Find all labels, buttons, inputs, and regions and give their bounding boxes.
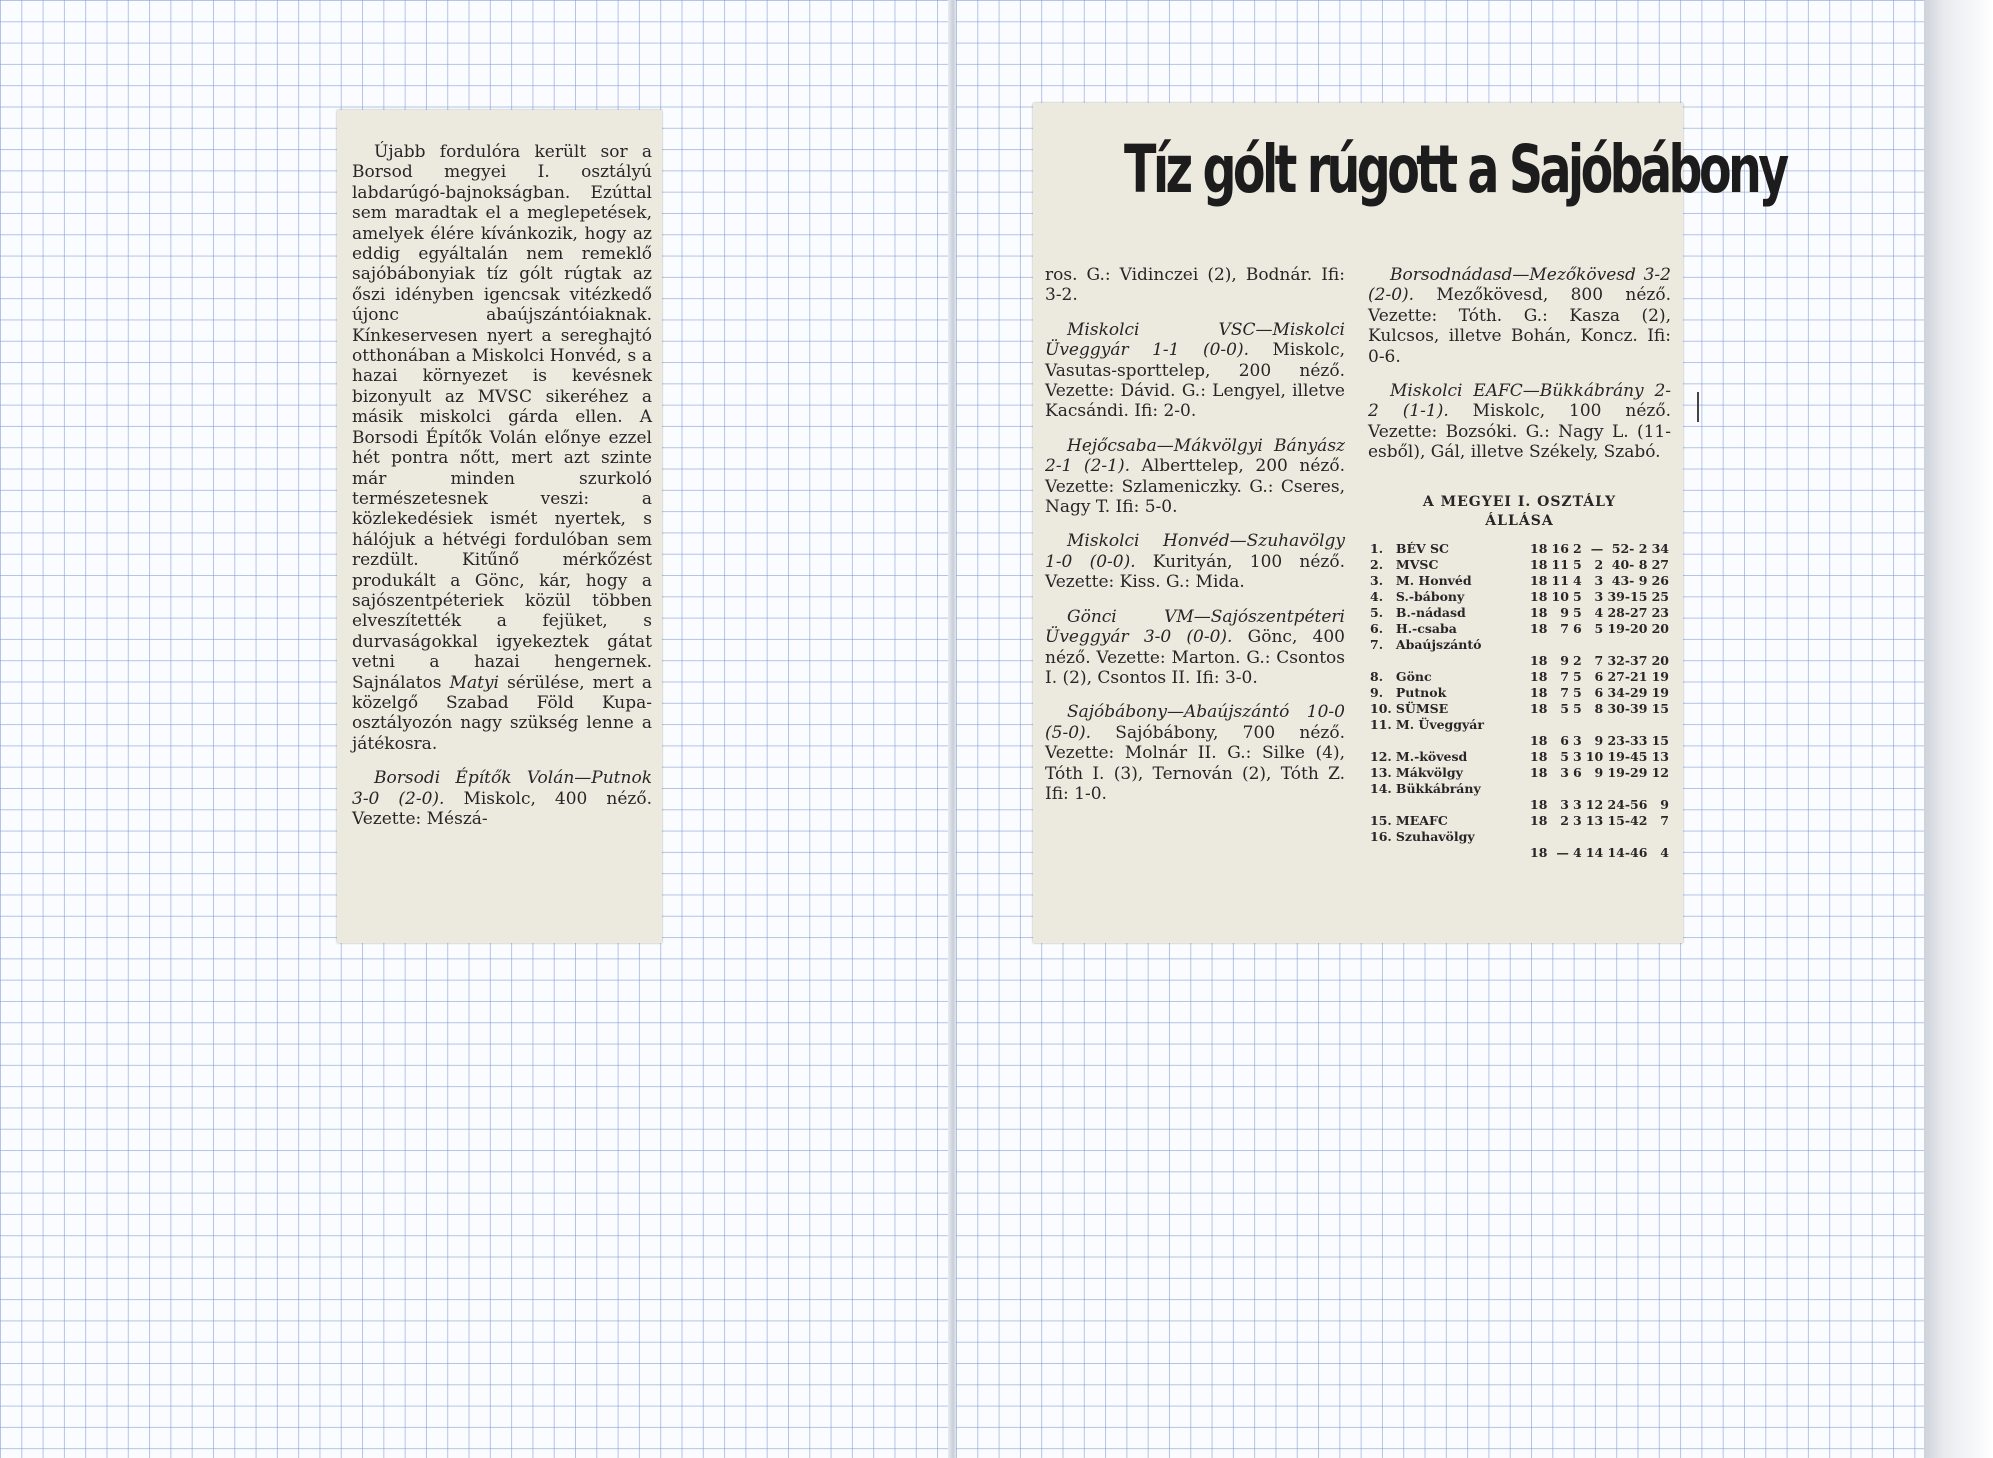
drawn-cell: 2 xyxy=(1572,652,1582,668)
standings-row xyxy=(1368,701,1671,717)
played-cell: 18 xyxy=(1530,540,1548,556)
drawn-cell: 4 xyxy=(1572,844,1582,860)
goals-cell: 30-39 xyxy=(1607,700,1648,716)
pencil-mark xyxy=(1697,392,1699,422)
won-cell: 6 xyxy=(1560,732,1569,748)
won-cell: — xyxy=(1556,844,1569,860)
match-teams: Miskolci VSC—Miskolci Üveggyár 1-1 (0-0). xyxy=(1045,319,1345,361)
match-report xyxy=(1045,436,1345,518)
empty-cell xyxy=(1368,797,1394,813)
played-cell: 18 xyxy=(1530,796,1548,812)
standings-row xyxy=(1368,541,1671,557)
match-details: Miskolc, Vasutas-sporttelep, 200 néző. Vezette: Dávid. G.: Lengyel, illetve Kacsándi. Ifi: 2-0. xyxy=(1045,340,1345,422)
points-cell: 20 xyxy=(1651,652,1669,668)
played-cell: 18 xyxy=(1530,732,1548,748)
team-cell: Szuhavölgy xyxy=(1395,828,1475,844)
drawn-cell: 5 xyxy=(1572,588,1582,604)
played-cell: 18 xyxy=(1530,684,1548,700)
drawn-cell: 5 xyxy=(1572,556,1582,572)
team-cell: BÉV SC xyxy=(1395,540,1450,556)
standings-row xyxy=(1368,685,1671,701)
article-column-b xyxy=(1368,265,1671,861)
points-cell: 15 xyxy=(1651,732,1669,748)
goals-cell: 23-33 xyxy=(1607,732,1648,748)
drawn-cell: 6 xyxy=(1572,620,1582,636)
team-cell: SÜMSE xyxy=(1395,700,1449,716)
points-cell: 25 xyxy=(1651,588,1669,604)
match-details: Alberttelep, 200 néző. Vezette: Szlameniczky. G.: Cseres, Nagy T. Ifi: 5-0. xyxy=(1045,456,1345,518)
goals-cell: 19-20 xyxy=(1607,620,1648,636)
goals-cell: 19-29 xyxy=(1607,764,1648,780)
points-cell: 4 xyxy=(1660,844,1669,860)
team-cell: H.-csaba xyxy=(1395,620,1457,636)
won-cell: 16 xyxy=(1551,540,1569,556)
goals-cell: 15-42 xyxy=(1607,812,1648,828)
lost-cell: 2 xyxy=(1594,556,1604,572)
rank-cell: 15. xyxy=(1370,812,1392,828)
points-cell: 34 xyxy=(1651,540,1669,556)
article-intro xyxy=(352,142,652,754)
team-cell: B.-nádasd xyxy=(1395,604,1466,620)
lost-cell: 5 xyxy=(1594,620,1604,636)
standings-row-name xyxy=(1368,781,1671,797)
standings-row xyxy=(1368,557,1671,573)
points-cell: 19 xyxy=(1651,684,1669,700)
rank-cell: 5. xyxy=(1370,604,1384,620)
match-report xyxy=(352,768,652,829)
rank-cell: 11. xyxy=(1370,716,1392,732)
team-cell: S.-bábony xyxy=(1395,588,1465,604)
rank-cell: 4. xyxy=(1370,588,1384,604)
team-cell: MEAFC xyxy=(1395,812,1448,828)
lost-cell: 6 xyxy=(1594,684,1604,700)
rank-cell: 2. xyxy=(1370,556,1384,572)
match-details: Kurityán, 100 néző. Vezette: Kiss. G.: Mida. xyxy=(1045,551,1345,593)
standings-row xyxy=(1368,589,1671,605)
played-cell: 18 xyxy=(1530,652,1548,668)
match-details: Mezőkövesd, 800 néző. Vezette: Tóth. G.: Kasza (2), Kulcsos, illetve Bohán, Koncz. Ifi: 0-6. xyxy=(1368,285,1671,367)
empty-cell xyxy=(1368,653,1394,669)
match-teams: Hejőcsaba—Mákvölgyi Bányász 2-1 (2-1). xyxy=(1045,435,1345,477)
played-cell: 18 xyxy=(1530,620,1548,636)
team-cell: Mákvölgy xyxy=(1395,764,1463,780)
standings-row xyxy=(1368,605,1671,621)
won-cell: 11 xyxy=(1551,556,1569,572)
match-report-continued xyxy=(1045,265,1345,306)
standings-row-name xyxy=(1368,637,1671,653)
played-cell: 18 xyxy=(1530,668,1548,684)
goals-cell: 32-37 xyxy=(1607,652,1648,668)
goals-cell: 27-21 xyxy=(1607,668,1648,684)
team-cell: M. Üveggyár xyxy=(1395,716,1484,732)
played-cell: 18 xyxy=(1530,700,1548,716)
won-cell: 11 xyxy=(1551,572,1569,588)
goals-cell: 34-29 xyxy=(1607,684,1648,700)
article-headline: Tíz gólt rúgott a Sajóbábony xyxy=(1124,131,1786,208)
team-cell: M.-kövesd xyxy=(1395,748,1468,764)
team-cell: MVSC xyxy=(1395,556,1439,572)
drawn-cell: 3 xyxy=(1572,748,1582,764)
won-cell: 7 xyxy=(1560,620,1569,636)
match-teams: Miskolci Honvéd—Szuhavölgy 1-0 (0-0). xyxy=(1045,531,1345,572)
drawn-cell: 3 xyxy=(1572,812,1582,828)
standings-row-name xyxy=(1368,829,1671,845)
drawn-cell: 4 xyxy=(1572,572,1582,588)
match-details: Miskolc, 100 néző. Vezette: Bozsóki. G.: Nagy L. (11-esből), Gál, illetve Székely, Szabó. xyxy=(1368,401,1671,463)
rank-cell: 10. xyxy=(1370,700,1392,716)
team-cell: Putnok xyxy=(1395,684,1447,700)
points-cell: 26 xyxy=(1651,572,1669,588)
match-details: Miskolc, 400 néző. Vezette: Mészá- xyxy=(352,788,652,829)
lost-cell: — xyxy=(1590,540,1604,556)
rank-cell: 6. xyxy=(1370,620,1384,636)
rank-cell: 1. xyxy=(1370,540,1384,556)
match-report xyxy=(1045,702,1345,804)
played-cell: 18 xyxy=(1530,844,1548,860)
standings-title-line-2: ÁLLÁSA xyxy=(1485,512,1554,529)
points-cell: 27 xyxy=(1651,556,1669,572)
points-cell: 20 xyxy=(1651,620,1669,636)
goals-cell: 52- 2 xyxy=(1611,540,1648,556)
match-report xyxy=(1368,381,1671,463)
standings-row xyxy=(1368,653,1671,669)
standings-row xyxy=(1368,749,1671,765)
match-details: Gönc, 400 néző. Vezette: Marton. G.: Csontos I. (2), Csontos II. Ifi: 3-0. xyxy=(1045,627,1345,688)
lost-cell: 12 xyxy=(1585,796,1604,812)
won-cell: 5 xyxy=(1560,748,1569,764)
team-cell: Gönc xyxy=(1395,668,1432,684)
standings-row xyxy=(1368,845,1671,861)
played-cell: 18 xyxy=(1530,556,1548,572)
drawn-cell: 3 xyxy=(1572,796,1582,812)
intro-text: Újabb fordulóra került sor a Borsod megyei I. osztályú labdarúgó-bajnokságban. Ezúttal sem maradtak el a meglepetések, amelyek élére kívánkozik, hogy az eddig egyáltalán nem remeklő sajóbábonyiak tíz gólt rúgtak az őszi idényben igencsak vitézkedő újonc abaújszántóiaknak. Kínkeservesen nyert a sereghajtó otthonában a Miskolci Honvéd, s a hazai környezet is kevésnek bizonyult az MVSC sikeréhez a másik miskolci gárda ellen. A Borsodi Építők Volán előnye ezzel hét pontra nőtt, mert azt szinte már minden szurkoló természetesnek veszi: a közlekedésiek ismét nyertek, s hálójuk a hétvégi fordulóban sem rezdült. Kitűnő mérkőzést produkált a Gönc, kár, hogy a sajószentpéteriek közül többen elveszítették a fejüket, s durvaságokkal igyekeztek gátat vetni a hazai hengernek. Sajnálatos xyxy=(352,142,652,693)
drawn-cell: 5 xyxy=(1572,700,1582,716)
drawn-cell: 2 xyxy=(1572,540,1582,556)
rank-cell: 16. xyxy=(1370,828,1392,844)
played-cell: 18 xyxy=(1530,812,1548,828)
won-cell: 7 xyxy=(1560,668,1569,684)
played-cell: 18 xyxy=(1530,748,1548,764)
empty-cell xyxy=(1368,733,1394,749)
drawn-cell: 6 xyxy=(1572,764,1582,780)
match-report xyxy=(1045,531,1345,592)
newspaper-clipping-right xyxy=(1033,103,1786,943)
match-teams: Borsodi Építők Volán—Putnok 3-0 (2-0). xyxy=(352,768,652,809)
rank-cell: 9. xyxy=(1370,684,1384,700)
empty-cell xyxy=(1394,845,1528,861)
played-cell: 18 xyxy=(1530,764,1548,780)
rank-cell: 7. xyxy=(1370,636,1384,652)
won-cell: 5 xyxy=(1560,700,1569,716)
match-report xyxy=(1045,607,1345,689)
lost-cell: 8 xyxy=(1594,700,1604,716)
played-cell: 18 xyxy=(1530,572,1548,588)
points-cell: 19 xyxy=(1651,668,1669,684)
lost-cell: 4 xyxy=(1594,604,1604,620)
won-cell: 9 xyxy=(1560,604,1569,620)
empty-cell xyxy=(1394,797,1528,813)
match-details: Sajóbábony, 700 néző. Vezette: Molnár II. G.: Silke (4), Tóth I. (3), Ternován (2), Tóth Z. Ifi: 1-0. xyxy=(1045,722,1345,804)
empty-cell xyxy=(1394,653,1528,669)
standings-title-line-1: A MEGYEI I. OSZTÁLY xyxy=(1422,493,1617,510)
rank-cell: 14. xyxy=(1370,780,1392,796)
lost-cell: 10 xyxy=(1585,748,1604,764)
won-cell: 9 xyxy=(1560,652,1569,668)
won-cell: 3 xyxy=(1560,796,1569,812)
standings-row xyxy=(1368,621,1671,637)
points-cell: 12 xyxy=(1651,764,1669,780)
match-details: ros. G.: Vidinczei (2), Bodnár. Ifi: 3-2. xyxy=(1045,265,1345,306)
points-cell: 13 xyxy=(1651,748,1669,764)
won-cell: 7 xyxy=(1560,684,1569,700)
played-cell: 18 xyxy=(1530,588,1548,604)
goals-cell: 19-45 xyxy=(1607,748,1648,764)
standings-row xyxy=(1368,733,1671,749)
notebook-page-edge xyxy=(1924,0,1993,1458)
drawn-cell: 5 xyxy=(1572,604,1582,620)
team-cell: M. Honvéd xyxy=(1395,572,1472,588)
won-cell: 2 xyxy=(1560,812,1569,828)
article-column-a xyxy=(1045,265,1345,818)
goals-cell: 24-56 xyxy=(1607,796,1648,812)
lost-cell: 3 xyxy=(1594,572,1604,588)
goals-cell: 14-46 xyxy=(1607,844,1648,860)
goals-cell: 28-27 xyxy=(1607,604,1648,620)
rank-cell: 8. xyxy=(1370,668,1384,684)
lost-cell: 7 xyxy=(1594,652,1604,668)
match-teams: Gönci VM—Sajószentpéteri Üveggyár 3-0 (0-0). xyxy=(1045,606,1345,648)
lost-cell: 14 xyxy=(1585,844,1604,860)
goals-cell: 40- 8 xyxy=(1611,556,1648,572)
empty-cell xyxy=(1368,845,1394,861)
points-cell: 9 xyxy=(1660,796,1669,812)
rank-cell: 13. xyxy=(1370,764,1392,780)
empty-cell xyxy=(1394,733,1528,749)
lost-cell: 9 xyxy=(1594,764,1604,780)
standings-table xyxy=(1368,541,1671,861)
intro-name: Matyi xyxy=(449,672,499,693)
lost-cell: 6 xyxy=(1594,668,1604,684)
match-teams: Miskolci EAFC—Bükkábrány 2-2 (1-1). xyxy=(1368,381,1671,422)
standings-row xyxy=(1368,797,1671,813)
drawn-cell: 3 xyxy=(1572,732,1582,748)
goals-cell: 39-15 xyxy=(1607,588,1648,604)
won-cell: 10 xyxy=(1551,588,1569,604)
standings-title xyxy=(1368,493,1671,531)
lost-cell: 13 xyxy=(1585,812,1604,828)
match-teams: Borsodnádasd—Mezőkövesd 3-2 (2-0). xyxy=(1368,265,1671,306)
intro-text-end: sérülése, mert a közelgő Szabad Föld Kupa-osztályozón nagy szükség lenne a játékosra. xyxy=(352,672,653,754)
played-cell: 18 xyxy=(1530,604,1548,620)
rank-cell: 12. xyxy=(1370,748,1392,764)
goals-cell: 43- 9 xyxy=(1611,572,1648,588)
match-teams: Sajóbábony—Abaújszántó 10-0 (5-0). xyxy=(1045,702,1345,743)
standings-row-name xyxy=(1368,717,1671,733)
standings-row xyxy=(1368,669,1671,685)
standings-row xyxy=(1368,765,1671,781)
rank-cell: 3. xyxy=(1370,572,1384,588)
points-cell: 23 xyxy=(1651,604,1669,620)
standings-row xyxy=(1368,573,1671,589)
standings-row xyxy=(1368,813,1671,829)
match-report xyxy=(1045,320,1345,422)
drawn-cell: 5 xyxy=(1572,684,1582,700)
lost-cell: 3 xyxy=(1594,588,1604,604)
team-cell: Bükkábrány xyxy=(1395,780,1481,796)
won-cell: 3 xyxy=(1560,764,1569,780)
points-cell: 15 xyxy=(1651,700,1669,716)
drawn-cell: 5 xyxy=(1572,668,1582,684)
lost-cell: 9 xyxy=(1594,732,1604,748)
newspaper-clipping-left xyxy=(337,110,662,943)
article-intro-column xyxy=(352,142,652,843)
points-cell: 7 xyxy=(1660,812,1669,828)
match-report xyxy=(1368,265,1671,367)
team-cell: Abaújszántó xyxy=(1395,636,1482,652)
